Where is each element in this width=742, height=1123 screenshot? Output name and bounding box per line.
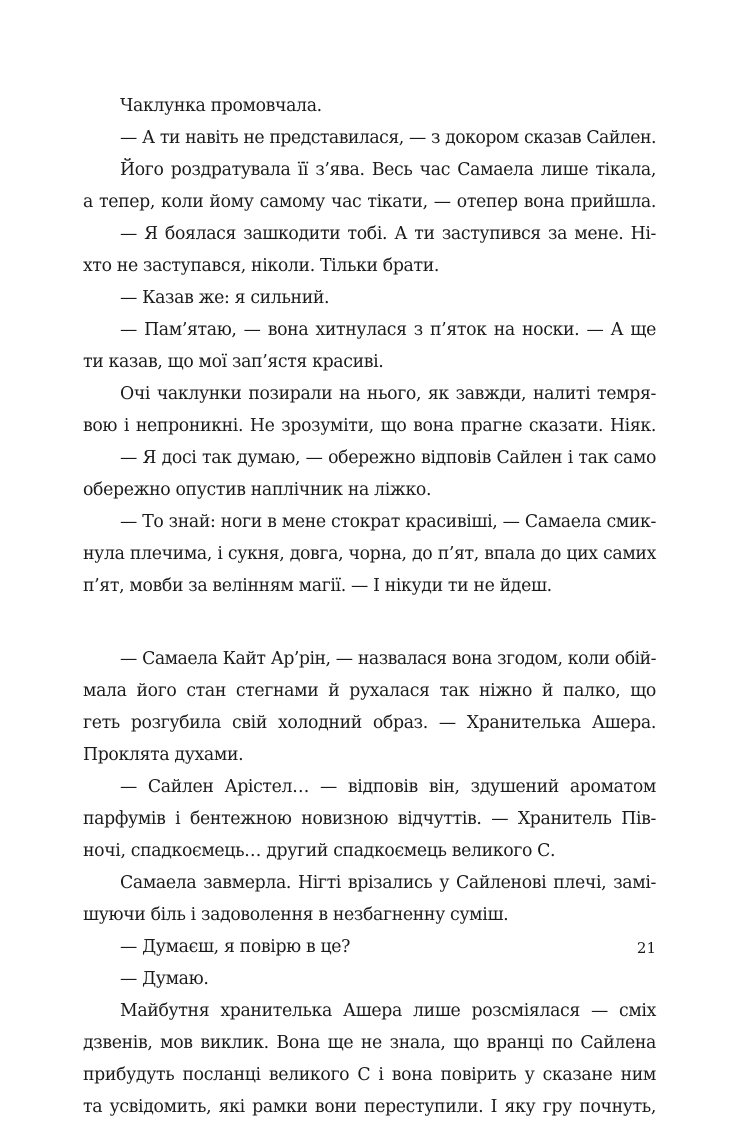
text-line: та усвідомить, які рамки вони переступили. І яку гру почнуть, <box>83 1097 656 1117</box>
text-line: — А ти навіть не представилася, — з докором сказав Сайлен. <box>120 128 656 148</box>
text-line: — Сайлен Арістел… — відповів він, здушений ароматом <box>120 777 656 797</box>
text-line: хто не заступався, ніколи. Тільки брати. <box>83 256 440 276</box>
text-line: обережно опустив наплічник на ліжко. <box>83 480 432 500</box>
text-line: — Самаела Кайт Ар’рін, — назвалася вона згодом, коли обій- <box>120 649 656 669</box>
text-line: мала його стан стегнами й рухалася так ніжно й палко, що <box>83 681 656 701</box>
text-line: Проклята духами. <box>83 745 244 765</box>
text-line: шуючи біль і задоволення в незбагненну суміш. <box>83 905 509 925</box>
text-line: геть розгубила свій холодний образ. — Хранителька Ашера. <box>83 713 656 733</box>
text-line: Майбутня хранителька Ашера лише розсміялася — сміх <box>120 1001 656 1021</box>
text-line: нула плечима, і сукня, довга, чорна, до п’ят, впала до цих самих <box>83 544 656 564</box>
text-line: прибудуть посланці великого С і вона повірить у сказане ним <box>83 1065 656 1085</box>
text-line: — То знай: ноги в мене стократ красивіші, — Самаела смик- <box>120 512 656 532</box>
text-line: Самаела завмерла. Нігті врізались у Сайленові плечі, замі- <box>120 873 656 893</box>
text-line: а тепер, коли йому самому час тікати, — отепер вона прийшла. <box>83 192 656 212</box>
text-line: — Пам’ятаю, — вона хитнулася з п’яток на носки. — А ще <box>120 320 656 340</box>
text-line: п’ят, мовби за велінням магії. — І нікуди ти не йдеш. <box>83 576 552 596</box>
text-line: дзвенів, мов виклик. Вона ще не знала, що вранці по Сайлена <box>83 1033 656 1053</box>
text-line: парфумів і бентежною новизною відчуттів. — Хранитель Пів- <box>83 809 656 829</box>
text-line: — Я досі так думаю, — обережно відповів Сайлен і так само <box>120 448 656 468</box>
text-line: Очі чаклунки позирали на нього, як завжди, налиті темря- <box>120 384 656 404</box>
page-body <box>83 90 656 1123</box>
text-line: — Я боялася зашкодити тобі. А ти заступився за мене. Ні- <box>120 224 656 244</box>
text-line: — Думаєш, я повірю в це? <box>120 937 351 957</box>
text-line: Його роздратувала її з’ява. Весь час Самаела лише тікала, <box>120 160 656 180</box>
text-line: вою і непроникні. Не зрозуміти, що вона прагне сказати. Ніяк. <box>83 416 656 436</box>
section-break <box>83 602 656 643</box>
text-line: Чаклунка промовчала. <box>120 96 322 116</box>
page-number: 21 <box>636 939 656 957</box>
text-line: ночі, спадкоємець… другий спадкоємець великого С. <box>83 841 556 861</box>
text-line: — Казав же: я сильний. <box>120 288 330 308</box>
text-line: — Думаю. <box>120 969 209 989</box>
text-line: ти казав, що мої зап’ястя красиві. <box>83 352 384 372</box>
